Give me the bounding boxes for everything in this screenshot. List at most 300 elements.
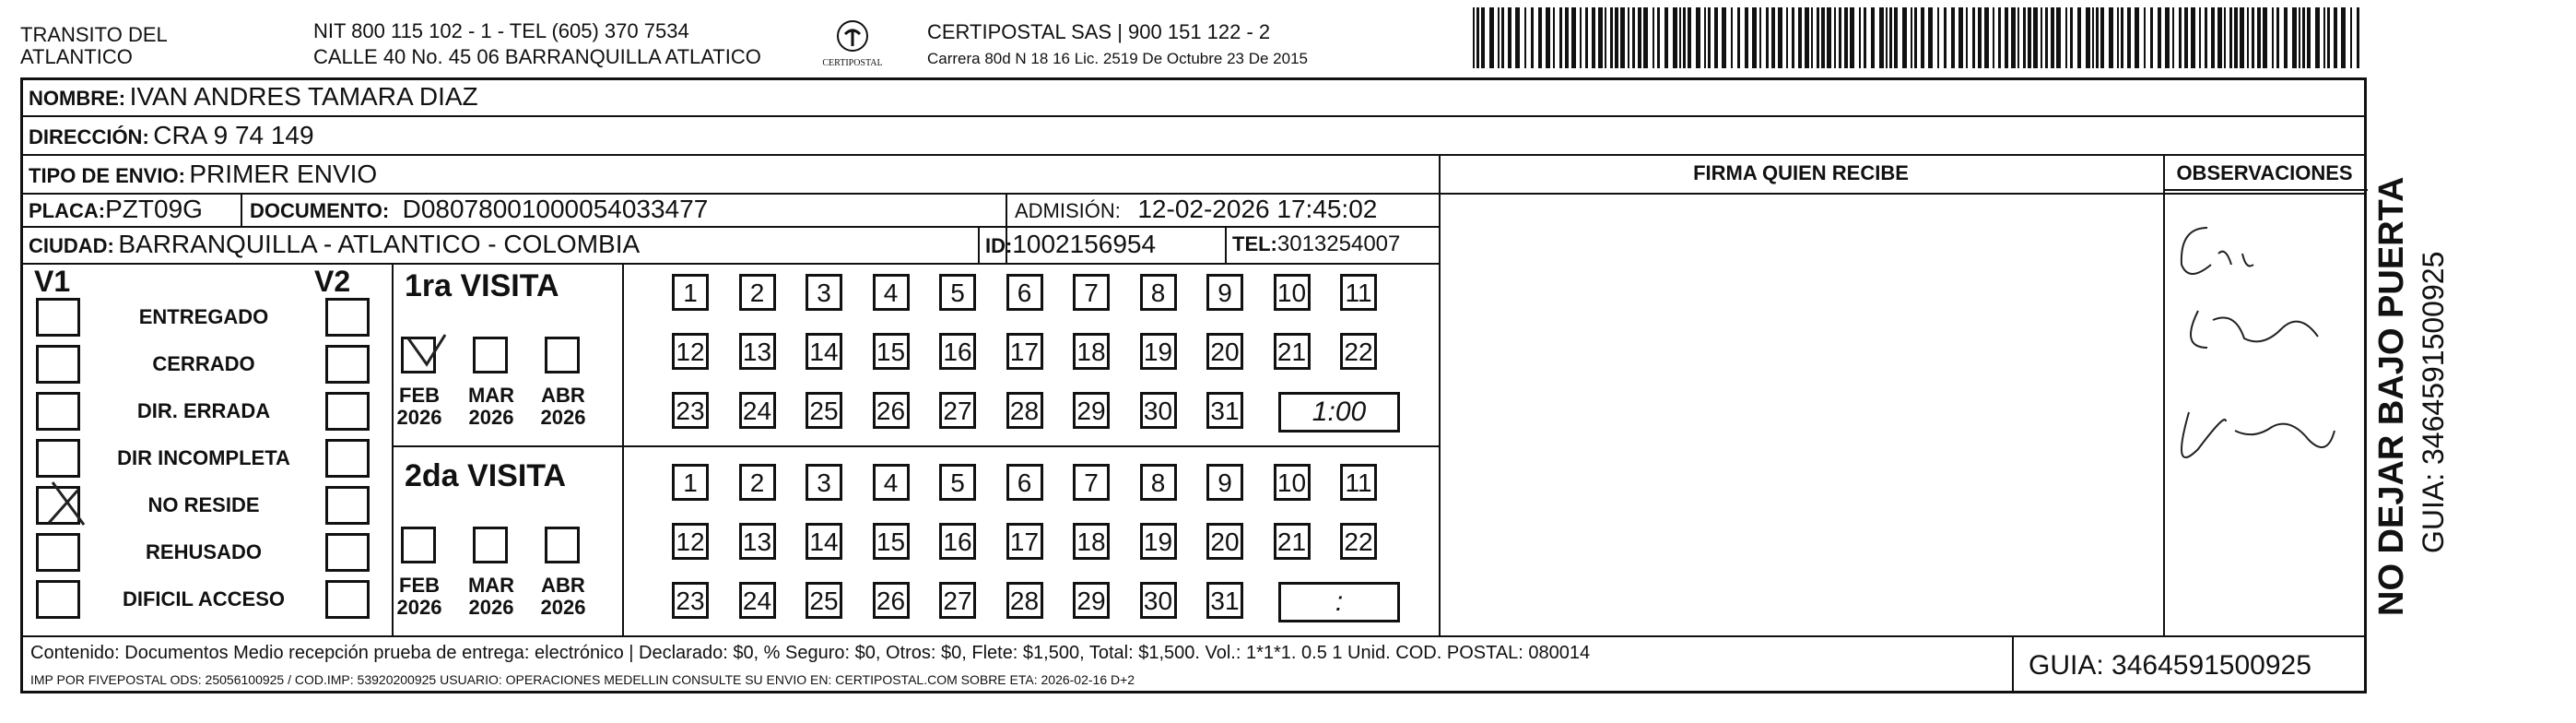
barcode-bar xyxy=(1473,7,1475,68)
day-box[interactable]: 29 xyxy=(1073,582,1110,619)
barcode-bar xyxy=(2135,7,2139,68)
barcode-bar xyxy=(1546,7,1550,68)
barcode-bar xyxy=(1978,7,1982,68)
barcode-bar xyxy=(1620,7,1625,68)
v1-checkbox[interactable] xyxy=(36,392,80,431)
v2-checkbox[interactable] xyxy=(325,580,370,619)
barcode-bar xyxy=(2092,7,2094,68)
status-label: ENTREGADO xyxy=(138,305,269,328)
no-dejar-bajo-puerta: NO DEJAR BAJO PUERTA xyxy=(2372,176,2411,616)
barcode-bar xyxy=(1696,7,1700,68)
barcode-bar xyxy=(2272,7,2274,68)
v2-checkbox[interactable] xyxy=(325,392,370,431)
day-box[interactable]: 10 xyxy=(1274,274,1311,311)
day-box[interactable]: 19 xyxy=(1140,333,1177,370)
barcode-bar xyxy=(2127,7,2131,68)
status-label: DIR. ERRADA xyxy=(136,399,271,422)
day-box[interactable]: 2 xyxy=(739,274,776,311)
barcode-bar xyxy=(1653,7,1654,68)
day-box[interactable]: 1 xyxy=(672,464,709,501)
day-box[interactable]: 20 xyxy=(1206,523,1243,560)
day-box[interactable]: 16 xyxy=(939,333,976,370)
barcode-bar xyxy=(1859,7,1861,68)
day-box[interactable]: 12 xyxy=(672,333,709,370)
barcode-bar xyxy=(1538,7,1542,68)
barcode-bar xyxy=(2165,7,2170,68)
barcode-bar xyxy=(2217,7,2222,68)
barcode-bar xyxy=(1524,7,1526,68)
barcode-bar xyxy=(2211,7,2215,68)
no-reside-mark xyxy=(36,477,100,532)
day-box[interactable]: 24 xyxy=(739,392,776,429)
carrier-address: Carrera 80d N 18 16 Lic. 2519 De Octubre 23 De 2015 xyxy=(927,50,1308,67)
direccion-field xyxy=(29,121,314,150)
barcode-bar xyxy=(1972,7,1975,68)
barcode-bar xyxy=(1714,7,1718,68)
day-box[interactable]: 23 xyxy=(672,392,709,429)
tel-value: 3013254007 xyxy=(1276,231,1401,256)
barcode-bar xyxy=(2086,7,2090,68)
barcode-bar xyxy=(2121,7,2123,68)
day-box[interactable]: 25 xyxy=(806,392,842,429)
observaciones-label: OBSERVACIONES xyxy=(2176,161,2353,184)
month-checkbox[interactable] xyxy=(545,527,580,563)
nombre-field xyxy=(29,82,478,112)
sender-company xyxy=(20,24,168,68)
handwritten-observations xyxy=(2170,209,2355,560)
admision-value: 12-02-2026 17:45:02 xyxy=(1137,195,1378,223)
month-label: MAR xyxy=(467,384,515,407)
day-box[interactable]: 28 xyxy=(1006,392,1043,429)
barcode-bar xyxy=(1553,7,1555,68)
barcode-bar xyxy=(1766,7,1769,68)
barcode-bar xyxy=(1722,7,1726,68)
tipo-label: TIPO DE ENVIO: xyxy=(29,164,185,187)
barcode-bar xyxy=(1821,7,1825,68)
day-box[interactable]: 30 xyxy=(1140,582,1177,619)
id-value: 1002156954 xyxy=(1012,230,1157,258)
feb-checkmark xyxy=(401,329,456,385)
barcode-bar xyxy=(1879,7,1884,68)
barcode-bar xyxy=(2257,7,2261,68)
barcode-bar xyxy=(2357,7,2359,68)
guia-footer: GUIA: 3464591500925 xyxy=(2029,650,2311,681)
barcode-bar xyxy=(2247,7,2249,68)
barcode-bar xyxy=(2292,7,2297,68)
barcode-bar xyxy=(2315,7,2320,68)
v2-checkbox[interactable] xyxy=(325,486,370,525)
barcode-bar xyxy=(2252,7,2254,68)
day-box[interactable]: 15 xyxy=(873,333,910,370)
barcode-bar xyxy=(2005,7,2008,68)
barcode-bar xyxy=(1914,7,1917,68)
barcode-bar xyxy=(1673,7,1677,68)
barcode-bar xyxy=(1827,7,1831,68)
month-label: FEB xyxy=(399,574,440,597)
day-box[interactable]: 19 xyxy=(1140,523,1177,560)
barcode-bar xyxy=(1771,7,1775,68)
barcode-bar xyxy=(1605,7,1606,68)
logo-caption: CERTIPOSTAL xyxy=(822,58,883,68)
day-box[interactable]: 14 xyxy=(806,333,842,370)
barcode-bar xyxy=(1839,7,1841,68)
barcode-bar xyxy=(1844,7,1848,68)
month-checkbox[interactable] xyxy=(401,527,436,563)
status-label: DIFICIL ACCESO xyxy=(122,587,285,610)
first-visit-title: 1ra VISITA xyxy=(405,268,559,303)
barcode-bar xyxy=(1531,7,1534,68)
barcode-bar xyxy=(2350,7,2352,68)
certipostal-logo xyxy=(811,18,894,68)
day-box[interactable]: 11 xyxy=(1340,274,1377,311)
documento-field xyxy=(250,195,708,224)
sender-contact xyxy=(313,20,761,68)
day-box[interactable]: 5 xyxy=(939,274,976,311)
barcode-bar xyxy=(1911,7,1912,68)
month-year xyxy=(535,575,591,619)
barcode-bar xyxy=(1871,7,1875,68)
barcode-bar xyxy=(1628,7,1629,68)
observaciones-header xyxy=(2165,161,2364,185)
barcode-bar xyxy=(2284,7,2288,68)
barcode-bar xyxy=(1792,7,1794,68)
nombre-label: NOMBRE: xyxy=(29,87,126,110)
barcode-bar xyxy=(2056,7,2061,68)
day-box[interactable]: 21 xyxy=(1274,523,1311,560)
day-box[interactable]: 22 xyxy=(1340,333,1377,370)
barcode-bar xyxy=(2184,7,2188,68)
tel-field xyxy=(1232,231,1400,257)
barcode-bar xyxy=(1998,7,2001,68)
year-label: 2026 xyxy=(468,596,514,619)
ciudad-value: BARRANQUILLA - ATLANTICO - COLOMBIA xyxy=(118,230,641,258)
barcode-bar xyxy=(1683,7,1686,68)
barcode-bar xyxy=(1889,7,1892,68)
barcode-bar xyxy=(2158,7,2161,68)
day-box[interactable]: 3 xyxy=(806,274,842,311)
barcode-bar xyxy=(1817,7,1819,68)
month-checkbox[interactable] xyxy=(473,527,508,563)
barcode-bar xyxy=(2096,7,2099,68)
documento-label: DOCUMENTO: xyxy=(250,199,390,222)
day-box[interactable]: 12 xyxy=(672,523,709,560)
month-year xyxy=(392,385,447,429)
v1-checkbox[interactable] xyxy=(36,533,80,572)
barcode-bar xyxy=(1571,7,1576,68)
tipo-envio-field xyxy=(29,160,377,189)
day-box[interactable]: 8 xyxy=(1140,274,1177,311)
barcode-bar xyxy=(1664,7,1668,68)
barcode-bar xyxy=(1951,7,1955,68)
barcode-bar xyxy=(2144,7,2146,68)
barcode-bar xyxy=(2224,7,2226,68)
barcode-bar xyxy=(1610,7,1613,68)
barcode-bar xyxy=(1632,7,1635,68)
barcode-bar xyxy=(1585,7,1588,68)
day-box[interactable]: 18 xyxy=(1073,523,1110,560)
barcode-bar xyxy=(2229,7,2232,68)
barcode-bar xyxy=(2334,7,2337,68)
barcode-bar xyxy=(2302,7,2305,68)
year-label: 2026 xyxy=(540,596,586,619)
barcode-bar xyxy=(2028,7,2031,68)
barcode-bar xyxy=(2011,7,2016,68)
status-label: REHUSADO xyxy=(146,540,262,563)
month-label: ABR xyxy=(541,384,585,407)
barcode-bar xyxy=(1850,7,1854,68)
barcode-bar xyxy=(2199,7,2201,68)
documento-value: D0807800100005403​3477 xyxy=(402,195,709,223)
barcode-bar xyxy=(1984,7,1989,68)
day-box[interactable]: 27 xyxy=(939,582,976,619)
barcode-bar xyxy=(2033,7,2038,68)
day-box[interactable]: 18 xyxy=(1073,333,1110,370)
day-box[interactable]: 9 xyxy=(1206,274,1243,311)
v1-label: V1 xyxy=(34,265,71,298)
barcode-bar xyxy=(1894,7,1898,68)
day-box[interactable]: 20 xyxy=(1206,333,1243,370)
year-label: 2026 xyxy=(396,596,442,619)
barcode-bar xyxy=(1498,7,1500,68)
day-box[interactable]: 10 xyxy=(1274,464,1311,501)
barcode-bar xyxy=(1731,7,1733,68)
certipostal-logo-icon xyxy=(835,18,870,53)
barcode-bar xyxy=(1944,7,1947,68)
v1-checkbox[interactable] xyxy=(36,298,80,337)
day-box[interactable]: 7 xyxy=(1073,274,1110,311)
month-year xyxy=(464,385,519,429)
day-box[interactable]: 17 xyxy=(1006,333,1043,370)
barcode-bar xyxy=(2117,7,2119,68)
barcode-bar xyxy=(1966,7,1968,68)
carrier-name: CERTIPOSTAL SAS | 900 151 122 - 2 xyxy=(927,20,1271,43)
status-label: CERRADO xyxy=(152,352,255,375)
barcode-bar xyxy=(2150,7,2153,68)
day-box[interactable]: 1 xyxy=(672,274,709,311)
day-box[interactable]: 8 xyxy=(1140,464,1177,501)
id-field xyxy=(985,230,1156,259)
v1-checkbox[interactable] xyxy=(36,580,80,619)
barcode-bar xyxy=(1615,7,1618,68)
barcode-bar xyxy=(1592,7,1595,68)
barcode-bar xyxy=(1559,7,1562,68)
barcode-bar xyxy=(1834,7,1836,68)
barcode-bar xyxy=(1937,7,1939,68)
sender-address: CALLE 40 No. 45 06 BARRANQUILLA ATLATICO xyxy=(313,45,761,68)
year-label: 2026 xyxy=(396,406,442,429)
day-box[interactable]: 26 xyxy=(873,582,910,619)
barcode-bar xyxy=(2070,7,2073,68)
month-checkbox[interactable] xyxy=(545,337,580,373)
day-box[interactable]: 15 xyxy=(873,523,910,560)
placa-value: PZT09G xyxy=(105,195,203,223)
day-box[interactable]: 9 xyxy=(1206,464,1243,501)
barcode-bar xyxy=(2307,7,2311,68)
guia-side: GUIA: 3464591500925 xyxy=(2417,251,2450,553)
barcode-bar xyxy=(2205,7,2207,68)
day-box[interactable]: 2 xyxy=(739,464,776,501)
day-box[interactable]: 25 xyxy=(806,582,842,619)
barcode-bar xyxy=(1786,7,1788,68)
month-year xyxy=(535,385,591,429)
barcode-bar xyxy=(1501,7,1504,68)
v2-checkbox[interactable] xyxy=(325,345,370,384)
v1-checkbox[interactable] xyxy=(36,439,80,478)
ciudad-label: CIUDAD: xyxy=(29,234,114,257)
barcode-bar xyxy=(2299,7,2300,68)
barcode-bar xyxy=(1864,7,1866,68)
day-box[interactable]: 6 xyxy=(1006,274,1043,311)
barcode-bar xyxy=(1476,7,1479,68)
time-box[interactable]: 1:00 xyxy=(1278,392,1400,433)
day-box[interactable]: 17 xyxy=(1006,523,1043,560)
barcode-bar xyxy=(1993,7,1994,68)
barcode-bar xyxy=(2179,7,2182,68)
admision-field xyxy=(1015,195,1377,224)
v1-checkbox[interactable] xyxy=(36,345,80,384)
barcode-bar xyxy=(2323,7,2325,68)
placa-label: PLACA: xyxy=(29,199,106,222)
barcode-bar xyxy=(1737,7,1740,68)
barcode-bar xyxy=(2172,7,2174,68)
barcode-bar xyxy=(1745,7,1748,68)
nombre-value: IVAN ANDRES TAMARA DIAZ xyxy=(129,82,478,111)
barcode-bar xyxy=(1958,7,1963,68)
day-box[interactable]: 31 xyxy=(1206,582,1243,619)
barcode-bar xyxy=(1811,7,1813,68)
day-box[interactable]: 6 xyxy=(1006,464,1043,501)
day-box[interactable]: 27 xyxy=(939,392,976,429)
barcode-bar xyxy=(1643,7,1648,68)
company-line-2: ATLANTICO xyxy=(20,45,133,68)
day-box[interactable]: 21 xyxy=(1274,333,1311,370)
contenido-text: Contenido: Documentos Medio recepción prueba de entrega: electrónico | Declarado: $0, % Seguro: $0, Otros: $0, Flete: $1,500, Total: $1,500. Vol.: 1*1*1. 0.5 1 Unid. COD. POSTAL: 080014 xyxy=(30,643,1591,663)
barcode-bar xyxy=(2263,7,2267,68)
barcode-bar xyxy=(2017,7,2019,68)
barcode-bar xyxy=(1798,7,1802,68)
barcode-bar xyxy=(2341,7,2346,68)
direccion-value: CRA 9 74 149 xyxy=(153,121,314,149)
month-year xyxy=(392,575,447,619)
barcode-bar xyxy=(1688,7,1691,68)
day-box[interactable]: 31 xyxy=(1206,392,1243,429)
v2-checkbox[interactable] xyxy=(325,298,370,337)
barcode-bar xyxy=(1708,7,1711,68)
day-box[interactable]: 13 xyxy=(739,333,776,370)
firma-header xyxy=(1439,161,2163,185)
admision-label: ADMISIÓN: xyxy=(1015,199,1121,222)
barcode-bar xyxy=(1638,7,1641,68)
day-box[interactable]: 4 xyxy=(873,274,910,311)
month-checkbox[interactable] xyxy=(473,337,508,373)
tipo-value: PRIMER ENVIO xyxy=(189,160,378,188)
ciudad-field xyxy=(29,230,640,259)
day-box[interactable]: 29 xyxy=(1073,392,1110,429)
barcode-bar xyxy=(1759,7,1761,68)
year-label: 2026 xyxy=(468,406,514,429)
month-label: FEB xyxy=(399,384,440,407)
nit-text: NIT 800 115 102 - 1 - TEL (605) 370 7534 xyxy=(313,19,689,42)
barcode-bar xyxy=(1580,7,1582,68)
day-box[interactable]: 23 xyxy=(672,582,709,619)
day-box[interactable]: 16 xyxy=(939,523,976,560)
barcode-bar xyxy=(2041,7,2042,68)
month-label: ABR xyxy=(541,574,585,597)
barcode-bar xyxy=(2276,7,2279,68)
barcode-bar xyxy=(2077,7,2081,68)
barcode-bar xyxy=(1489,7,1494,68)
barcode-bar xyxy=(1657,7,1660,68)
day-box[interactable]: 11 xyxy=(1340,464,1377,501)
day-box[interactable]: 26 xyxy=(873,392,910,429)
time-box[interactable]: : xyxy=(1278,582,1400,622)
delivery-form xyxy=(20,77,2367,693)
barcode-bar xyxy=(1598,7,1603,68)
status-label: NO RESIDE xyxy=(147,493,260,516)
barcode-bar xyxy=(2327,7,2330,68)
tel-label: TEL: xyxy=(1232,232,1277,255)
carrier-info xyxy=(927,20,1308,68)
status-label: DIR INCOMPLETA xyxy=(117,446,290,469)
day-box[interactable]: 24 xyxy=(739,582,776,619)
v2-label: V2 xyxy=(314,265,351,298)
barcode-bar xyxy=(1565,7,1569,68)
barcode-bar xyxy=(2240,7,2244,68)
second-visit-title: 2da VISITA xyxy=(405,458,567,493)
firma-label: FIRMA QUIEN RECIBE xyxy=(1693,161,1909,184)
placa-field xyxy=(29,195,203,224)
barcode-bar xyxy=(1805,7,1809,68)
barcode-bar xyxy=(2045,7,2048,68)
barcode-bar xyxy=(2065,7,2067,68)
imp-text: IMP POR FIVEPOSTAL ODS: 25056100925 / COD.IMP: 53920200925 USUARIO: OPERACIONES MEDELLIN CONSULTE SU ENVIO EN: CERTIPOSTAL.COM SOBRE ETA: 2026-02-16 D+2 xyxy=(30,672,1135,687)
day-box[interactable]: 5 xyxy=(939,464,976,501)
barcode-bar xyxy=(1515,7,1520,68)
barcode-bar xyxy=(1679,7,1681,68)
month-label: MAR xyxy=(467,574,515,597)
direccion-label: DIRECCIÓN: xyxy=(29,125,149,148)
month-year xyxy=(464,575,519,619)
barcode-bar xyxy=(1778,7,1782,68)
barcode-bar xyxy=(2109,7,2113,68)
barcode-bar xyxy=(2191,7,2195,68)
barcode-bar xyxy=(1902,7,1907,68)
barcode-bar xyxy=(1921,7,1924,68)
day-box[interactable]: 22 xyxy=(1340,523,1377,560)
barcode-bar xyxy=(2100,7,2104,68)
day-box[interactable]: 13 xyxy=(739,523,776,560)
company-line-1: TRANSITO DEL xyxy=(20,23,168,46)
barcode xyxy=(1473,7,2365,68)
day-box[interactable]: 14 xyxy=(806,523,842,560)
barcode-bar xyxy=(1886,7,1888,68)
barcode-bar xyxy=(1481,7,1485,68)
day-box[interactable]: 4 xyxy=(873,464,910,501)
barcode-bar xyxy=(1752,7,1757,68)
v2-checkbox[interactable] xyxy=(325,439,370,478)
id-label: ID: xyxy=(985,234,1013,257)
day-box[interactable]: 30 xyxy=(1140,392,1177,429)
day-box[interactable]: 3 xyxy=(806,464,842,501)
day-box[interactable]: 28 xyxy=(1006,582,1043,619)
barcode-bar xyxy=(2234,7,2238,68)
year-label: 2026 xyxy=(540,406,586,429)
barcode-bar xyxy=(1704,7,1706,68)
day-box[interactable]: 7 xyxy=(1073,464,1110,501)
barcode-bar xyxy=(1508,7,1511,68)
barcode-bar xyxy=(2023,7,2026,68)
v2-checkbox[interactable] xyxy=(325,533,370,572)
